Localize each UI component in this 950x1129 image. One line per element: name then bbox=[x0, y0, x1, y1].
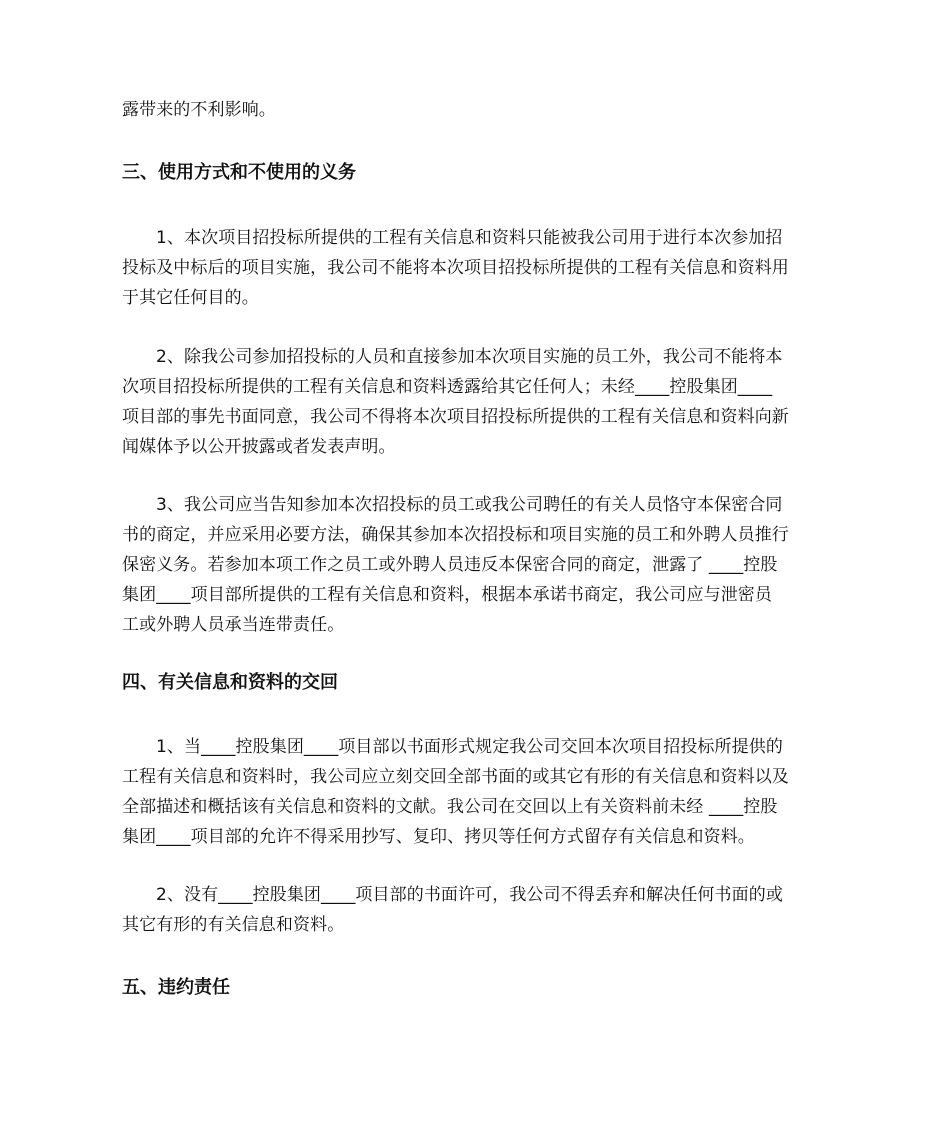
paragraph-line: 次项目招投标所提供的工程有关信息和资料透露给其它任何人；未经____控股集团____ bbox=[122, 377, 773, 397]
paragraph-line: 于其它任何目的。 bbox=[122, 288, 259, 308]
paragraph-line: 3、我公司应当告知参加本次招投标的员工或我公司聘任的有关人员恪守本保密合同 bbox=[156, 495, 783, 515]
paragraph-line: 工或外聘人员承当连带责任。 bbox=[122, 615, 345, 635]
section-3-heading: 三、使用方式和不使用的义务 bbox=[122, 162, 356, 183]
paragraph-line: 工程有关信息和资料时，我公司应立刻交回全部书面的或其它有形的有关信息和资料以及 bbox=[122, 767, 789, 787]
paragraph-line: 2、除我公司参加招投标的人员和直接参加本次项目实施的员工外，我公司不能将本 bbox=[156, 347, 783, 367]
paragraph-line: 投标及中标后的项目实施，我公司不能将本次项目招投标所提供的工程有关信息和资料用 bbox=[122, 258, 789, 278]
intro-tail-line: 露带来的不利影响。 bbox=[122, 100, 276, 120]
paragraph-line: 全部描述和概括该有关信息和资料的文献。我公司在交回以上有关资料前未经 ____控股 bbox=[122, 797, 778, 817]
paragraph-line: 闻媒体予以公开披露或者发表声明。 bbox=[122, 437, 396, 457]
paragraph-line: 集团____项目部所提供的工程有关信息和资料，根据本承诺书商定，我公司应与泄密员 bbox=[122, 585, 772, 605]
paragraph-line: 集团____项目部的允许不得采用抄写、复印、拷贝等任何方式留存有关信息和资料。 bbox=[122, 827, 755, 847]
paragraph-line: 其它有形的有关信息和资料。 bbox=[122, 915, 345, 935]
paragraph-line: 项目部的事先书面同意，我公司不得将本次项目招投标所提供的工程有关信息和资料向新 bbox=[122, 407, 789, 427]
paragraph-line: 1、当____控股集团____项目部以书面形式规定我公司交回本次项目招投标所提供的 bbox=[156, 737, 783, 757]
section-5-heading: 五、违约责任 bbox=[122, 977, 230, 998]
paragraph-line: 2、没有____控股集团____项目部的书面许可，我公司不得丢弃和解决任何书面的或 bbox=[156, 885, 783, 905]
paragraph-line: 保密义务。若参加本项工作之员工或外聘人员违反本保密合同的商定，泄露了 ____控股 bbox=[122, 555, 778, 575]
section-4-heading: 四、有关信息和资料的交回 bbox=[122, 672, 338, 693]
paragraph-line: 1、本次项目招投标所提供的工程有关信息和资料只能被我公司用于进行本次参加招 bbox=[156, 228, 783, 248]
paragraph-line: 书的商定，并应采用必要方法，确保其参加本次招投标和项目实施的员工和外聘人员推行 bbox=[122, 525, 789, 545]
